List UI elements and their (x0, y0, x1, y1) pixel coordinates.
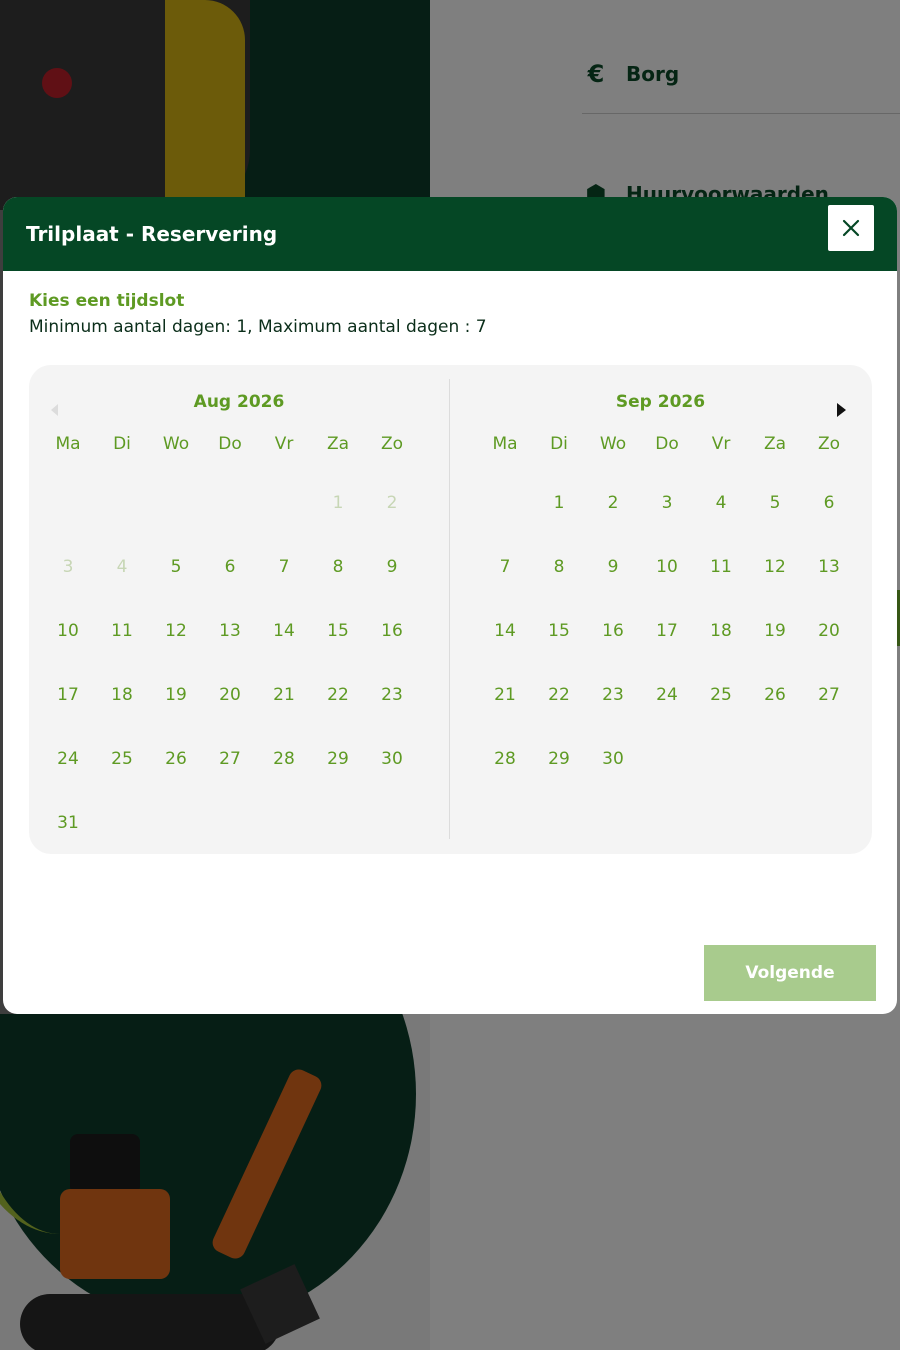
weekday-label: Zo (817, 434, 841, 454)
day-cell[interactable]: 25 (111, 749, 133, 769)
day-cell[interactable]: 20 (818, 621, 840, 641)
weekday-label: Do (655, 434, 679, 454)
day-cell[interactable]: 15 (548, 621, 570, 641)
day-cell[interactable]: 25 (710, 685, 732, 705)
day-cell[interactable]: 5 (170, 557, 182, 577)
day-cell[interactable]: 13 (219, 621, 241, 641)
weekday-label: Vr (711, 434, 731, 454)
day-cell: 3 (62, 557, 74, 577)
month-title: Aug 2026 (193, 392, 285, 412)
day-cell[interactable]: 28 (273, 749, 295, 769)
day-cell[interactable]: 27 (219, 749, 241, 769)
next-month-button[interactable] (837, 393, 849, 427)
day-cell[interactable]: 12 (165, 621, 187, 641)
day-cell[interactable]: 23 (381, 685, 403, 705)
day-cell[interactable]: 22 (327, 685, 349, 705)
day-cell[interactable]: 24 (656, 685, 678, 705)
day-cell-empty (149, 471, 203, 535)
day-cell[interactable]: 15 (327, 621, 349, 641)
day-cell[interactable]: 2 (607, 493, 619, 513)
day-cell[interactable]: 11 (111, 621, 133, 641)
weekday-label: Ma (492, 434, 518, 454)
day-cell[interactable]: 8 (332, 557, 344, 577)
day-cell[interactable]: 24 (57, 749, 79, 769)
day-cell[interactable]: 29 (327, 749, 349, 769)
day-cell-empty (41, 471, 95, 535)
day-cell[interactable]: 13 (818, 557, 840, 577)
month-sep (450, 379, 871, 854)
day-cell-empty (478, 471, 532, 535)
day-cell[interactable]: 1 (553, 493, 565, 513)
day-cell[interactable]: 21 (273, 685, 295, 705)
day-cell[interactable]: 18 (111, 685, 133, 705)
day-cell[interactable]: 17 (57, 685, 79, 705)
day-cell[interactable]: 6 (823, 493, 835, 513)
day-cell[interactable]: 18 (710, 621, 732, 641)
month-title: Sep 2026 (615, 392, 706, 412)
day-cell[interactable]: 29 (548, 749, 570, 769)
day-cell-empty (95, 471, 149, 535)
day-cell[interactable]: 4 (715, 493, 727, 513)
modal-header (3, 197, 897, 271)
prev-month-button[interactable] (51, 393, 63, 427)
day-cell[interactable]: 20 (219, 685, 241, 705)
reservation-modal (3, 197, 897, 1014)
day-cell[interactable]: 28 (494, 749, 516, 769)
weekday-label: Wo (599, 434, 627, 454)
day-cell: 1 (332, 493, 344, 513)
weekday-label: Ma (55, 434, 81, 454)
chevron-right-icon (837, 403, 846, 417)
weekday-label: Wo (162, 434, 190, 454)
day-cell[interactable]: 19 (165, 685, 187, 705)
day-cell[interactable]: 26 (165, 749, 187, 769)
day-cell[interactable]: 23 (602, 685, 624, 705)
day-cell[interactable]: 30 (602, 749, 624, 769)
weekday-label: Za (763, 434, 787, 454)
day-cell[interactable]: 26 (764, 685, 786, 705)
day-cell[interactable]: 10 (57, 621, 79, 641)
day-cell[interactable]: 11 (710, 557, 732, 577)
day-cell[interactable]: 30 (381, 749, 403, 769)
day-cell[interactable]: 22 (548, 685, 570, 705)
day-cell[interactable]: 16 (381, 621, 403, 641)
day-cell[interactable]: 17 (656, 621, 678, 641)
weekday-label: Di (550, 434, 568, 454)
modal-body (3, 271, 897, 854)
close-icon (842, 219, 860, 237)
day-cell[interactable]: 27 (818, 685, 840, 705)
day-limits-text: Minimum aantal dagen: 1, Maximum aantal dagen : 7 (29, 317, 487, 337)
chevron-left-icon (51, 404, 59, 416)
day-cell[interactable]: 8 (553, 557, 565, 577)
modal-title: Trilplaat - Reservering (26, 222, 278, 246)
day-cell[interactable]: 12 (764, 557, 786, 577)
day-cell[interactable]: 3 (661, 493, 673, 513)
day-cell[interactable]: 14 (273, 621, 295, 641)
day-cell[interactable]: 7 (278, 557, 290, 577)
timeslot-heading: Kies een tijdslot (29, 291, 185, 311)
next-button[interactable]: Volgende (704, 945, 876, 1001)
weekday-label: Vr (274, 434, 294, 454)
day-cell[interactable]: 21 (494, 685, 516, 705)
date-picker (29, 365, 872, 854)
day-cell[interactable]: 7 (499, 557, 511, 577)
day-cell[interactable]: 10 (656, 557, 678, 577)
day-cell[interactable]: 5 (769, 493, 781, 513)
day-cell[interactable]: 31 (57, 813, 79, 833)
day-cell[interactable]: 9 (386, 557, 398, 577)
day-cell[interactable]: 6 (224, 557, 236, 577)
day-cell[interactable]: 16 (602, 621, 624, 641)
day-cell[interactable]: 14 (494, 621, 516, 641)
weekday-label: Di (113, 434, 131, 454)
weekday-label: Za (326, 434, 350, 454)
weekday-label: Zo (380, 434, 404, 454)
day-cell: 2 (386, 493, 398, 513)
day-cell-empty (257, 471, 311, 535)
day-grid (29, 419, 449, 855)
close-button[interactable] (828, 205, 874, 251)
day-cell-empty (203, 471, 257, 535)
day-cell[interactable]: 9 (607, 557, 619, 577)
day-grid (450, 419, 871, 791)
day-cell[interactable]: 19 (764, 621, 786, 641)
day-cell: 4 (116, 557, 128, 577)
weekday-label: Do (218, 434, 242, 454)
month-aug (29, 379, 450, 839)
